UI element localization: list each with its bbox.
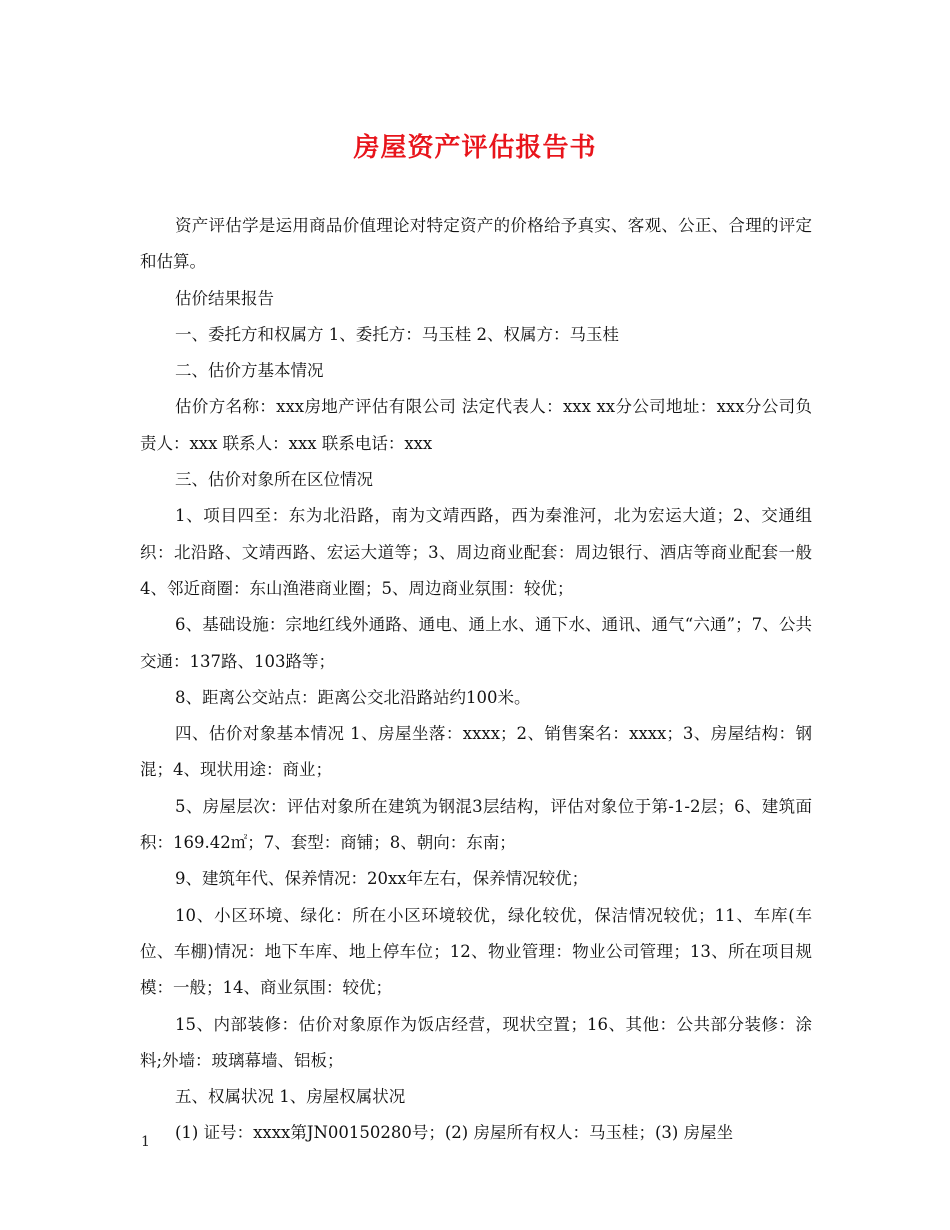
- paragraph-intro: 资产评估学是运用商品价值理论对特定资产的价格给予真实、客观、公正、合理的评定和估算。: [140, 216, 812, 272]
- paragraph-section-4-a: 四、估价对象基本情况 1、房屋坐落：xxxx；2、销售案名：xxxx；3、房屋结构：钢混；4、现状用途：商业；: [140, 724, 812, 780]
- paragraph-section-2-heading: 二、估价方基本情况: [175, 361, 324, 381]
- paragraph-location-2: 6、基础设施：宗地红线外通路、通电、通上水、通下水、通讯、通气“六通”；7、公共交通：137路、103路等；: [140, 615, 812, 671]
- paragraph-section-5-a: (1) 证号：xxxx第JN00150280号；(2) 房屋所有权人：马玉桂；(3) 房屋坐: [175, 1123, 734, 1143]
- paragraph-appraiser-info: 估价方名称：xxx房地产评估有限公司 法定代表人：xxx xx分公司地址：xxx分公司负责人：xxx 联系人：xxx 联系电话：xxx: [140, 397, 812, 453]
- paragraph-location-1: 1、项目四至：东为北沿路，南为文靖西路，西为秦淮河，北为宏运大道；2、交通组织：北沿路、文靖西路、宏运大道等；3、周边商业配套：周边银行、酒店等商业配套一般 4、邻近商圈：东山渔港商业圈；5、周边商业氛围：较优；: [140, 506, 812, 598]
- page-number: 1: [141, 1134, 150, 1150]
- paragraph-result-heading: 估价结果报告: [175, 288, 274, 308]
- paragraph-section-4-c: 9、建筑年代、保养情况：20xx年左右，保养情况较优；: [175, 869, 589, 889]
- paragraph-section-4-e: 15、内部装修：估价对象原作为饭店经营，现状空置；16、其他：公共部分装修：涂料;外墙：玻璃幕墙、铝板；: [140, 1014, 812, 1070]
- document-title: 房屋资产评估报告书: [353, 133, 597, 163]
- paragraph-section-4-b: 5、房屋层次：评估对象所在建筑为钢混3层结构，评估对象位于第-1-2层；6、建筑面积：169.42㎡；7、套型：商铺；8、朝向：东南；: [140, 796, 812, 853]
- paragraph-section-4-d: 10、小区环境、绿化：所在小区环境较优，绿化较优，保洁情况较优；11、车库(车位、车棚)情况：地下车库、地上停车位；12、物业管理：物业公司管理；13、所在项目规模：一般；14、商业氛围：较优；: [140, 905, 812, 998]
- paragraph-section-1: 一、委托方和权属方 1、委托方：马玉桂 2、权属方：马玉桂: [175, 324, 619, 344]
- paragraph-location-3: 8、距离公交站点：距离公交北沿路站约100米。: [175, 687, 531, 707]
- document-body: [140, 208, 812, 1152]
- paragraph-section-3-heading: 三、估价对象所在区位情况: [175, 470, 373, 490]
- paragraph-section-5-heading: 五、权属状况 1、房屋权属状况: [175, 1087, 406, 1107]
